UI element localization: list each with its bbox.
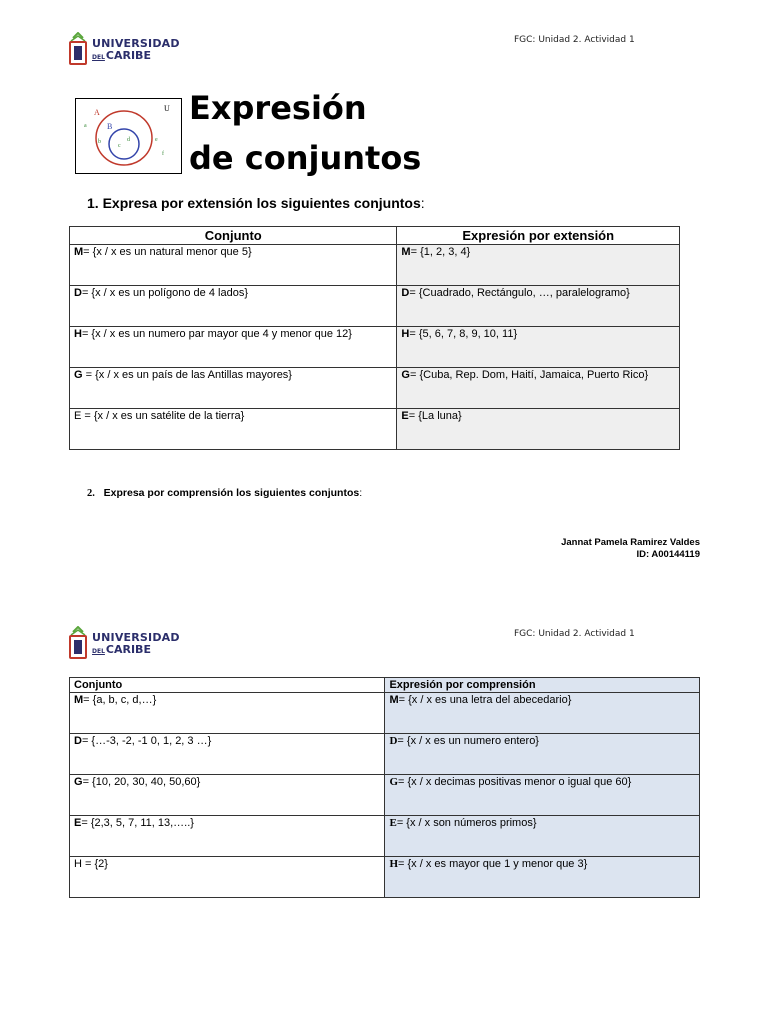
set-extension: = {2,3, 5, 7, 11, 13,…..}	[81, 817, 194, 829]
venn-element-d: d	[127, 137, 130, 143]
set-name: G	[401, 369, 410, 381]
table-row	[70, 409, 680, 450]
logo-line1: UNIVERSIDAD	[92, 36, 180, 50]
set-extension: = {10, 20, 30, 40, 50,60}	[82, 776, 201, 788]
table-row	[70, 734, 700, 775]
set-b-circle	[109, 129, 139, 159]
question-2-text: Expresa por comprensión los siguientes conjuntos	[103, 487, 360, 499]
set-name: G	[74, 776, 83, 788]
university-crest-icon	[68, 626, 88, 660]
logo-line2: CARIBE	[105, 48, 151, 62]
set-extension: = {La luna}	[408, 410, 462, 422]
set-extension: = {5, 6, 7, 8, 9, 10, 11}	[409, 328, 518, 340]
question-1-heading	[87, 195, 425, 211]
set-definition: = {x / x es un país de las Antillas mayores}	[82, 369, 292, 381]
table-row	[70, 857, 700, 898]
logo-line1: UNIVERSIDAD	[92, 630, 180, 644]
column-header-conjunto: Conjunto	[70, 678, 385, 693]
set-comprehension: = {x / x es una letra del abecedario}	[398, 694, 572, 706]
set-a-circle	[96, 111, 152, 165]
set-definition: = {x / x es un natural menor que 5}	[83, 246, 252, 258]
venn-element-c: c	[118, 143, 121, 149]
table-row	[70, 245, 680, 286]
student-name: Jannat Pamela Ramirez Valdes	[561, 537, 700, 548]
table-row	[70, 693, 700, 734]
set-name: D	[74, 287, 82, 299]
set-extension: = {1, 2, 3, 4}	[410, 246, 471, 258]
column-header-comprension: Expresión por comprensión	[385, 678, 700, 693]
set-name: E	[389, 817, 397, 829]
page-title-line2: de conjuntos	[189, 139, 422, 177]
set-extension: H = {2}	[74, 858, 108, 870]
set-definition: = {x / x es un numero par mayor que 4 y menor que 12}	[81, 328, 352, 340]
set-name: H	[401, 328, 410, 340]
venn-element-b: b	[98, 139, 101, 145]
logo-del: DEL	[92, 647, 105, 655]
table-header-row	[70, 678, 700, 693]
university-crest-icon	[68, 32, 88, 66]
page-title-line1: Expresión	[189, 89, 367, 127]
set-name: E	[74, 817, 82, 829]
set-comprehension: = {x / x es un numero entero}	[397, 735, 539, 747]
comprehension-table	[69, 677, 700, 898]
header-reference: FGC: Unidad 2. Actividad 1	[514, 35, 635, 45]
column-header-extension: Expresión por extensión	[397, 227, 680, 245]
set-definition: E = {x / x es un satélite de la tierra}	[74, 410, 245, 422]
set-name: E	[401, 410, 409, 422]
venn-label-b: B	[107, 122, 113, 131]
question-2-number: 2.	[87, 488, 95, 499]
set-name: D	[74, 735, 82, 747]
set-name: G	[389, 776, 399, 788]
table-row	[70, 775, 700, 816]
column-header-conjunto: Conjunto	[70, 227, 397, 245]
set-comprehension: = {x / x decimas positivas menor o igual que 60}	[398, 776, 632, 788]
set-name: D	[401, 287, 410, 299]
question-1-colon: :	[420, 195, 425, 211]
set-extension: = {Cuadrado, Rectángulo, …, paralelogramo}	[409, 287, 630, 299]
question-2-heading	[87, 487, 362, 499]
set-name: M	[401, 246, 411, 258]
signature-block	[561, 537, 700, 561]
venn-element-e: e	[155, 137, 158, 143]
table-row	[70, 327, 680, 368]
table-row	[70, 816, 700, 857]
header-reference: FGC: Unidad 2. Actividad 1	[514, 629, 635, 639]
venn-element-f: f	[162, 151, 164, 157]
logo-line2: CARIBE	[105, 642, 151, 656]
venn-element-a: a	[84, 123, 87, 129]
question-2-colon: :	[359, 487, 363, 499]
logo-del: DEL	[92, 53, 105, 61]
set-extension: = {…-3, -2, -1 0, 1, 2, 3 …}	[81, 735, 212, 747]
extension-table	[69, 226, 680, 450]
question-1-text: 1. Expresa por extensión los siguientes conjuntos	[87, 195, 421, 211]
student-id: ID: A00144119	[636, 548, 700, 560]
set-name: M	[74, 694, 84, 706]
set-definition: = {x / x es un polígono de 4 lados}	[81, 287, 248, 299]
set-name: H	[74, 328, 82, 340]
venn-diagram	[75, 98, 182, 174]
table-header-row	[70, 227, 680, 245]
set-name: D	[389, 735, 398, 747]
set-name: G	[74, 369, 83, 381]
venn-label-u: U	[164, 104, 170, 113]
table-row	[70, 286, 680, 327]
university-logo	[68, 32, 180, 66]
set-name: M	[389, 694, 399, 706]
table-row	[70, 368, 680, 409]
set-extension: = {Cuba, Rep. Dom, Haití, Jamaica, Puerto Rico}	[409, 369, 649, 381]
set-comprehension: = {x / x son números primos}	[396, 817, 537, 829]
university-logo	[68, 626, 180, 660]
set-extension: = {a, b, c, d,…}	[83, 694, 157, 706]
set-name: M	[74, 246, 84, 258]
venn-label-a: A	[94, 108, 100, 117]
set-comprehension: = {x / x es mayor que 1 y menor que 3}	[398, 858, 588, 870]
set-name: H	[389, 858, 399, 870]
